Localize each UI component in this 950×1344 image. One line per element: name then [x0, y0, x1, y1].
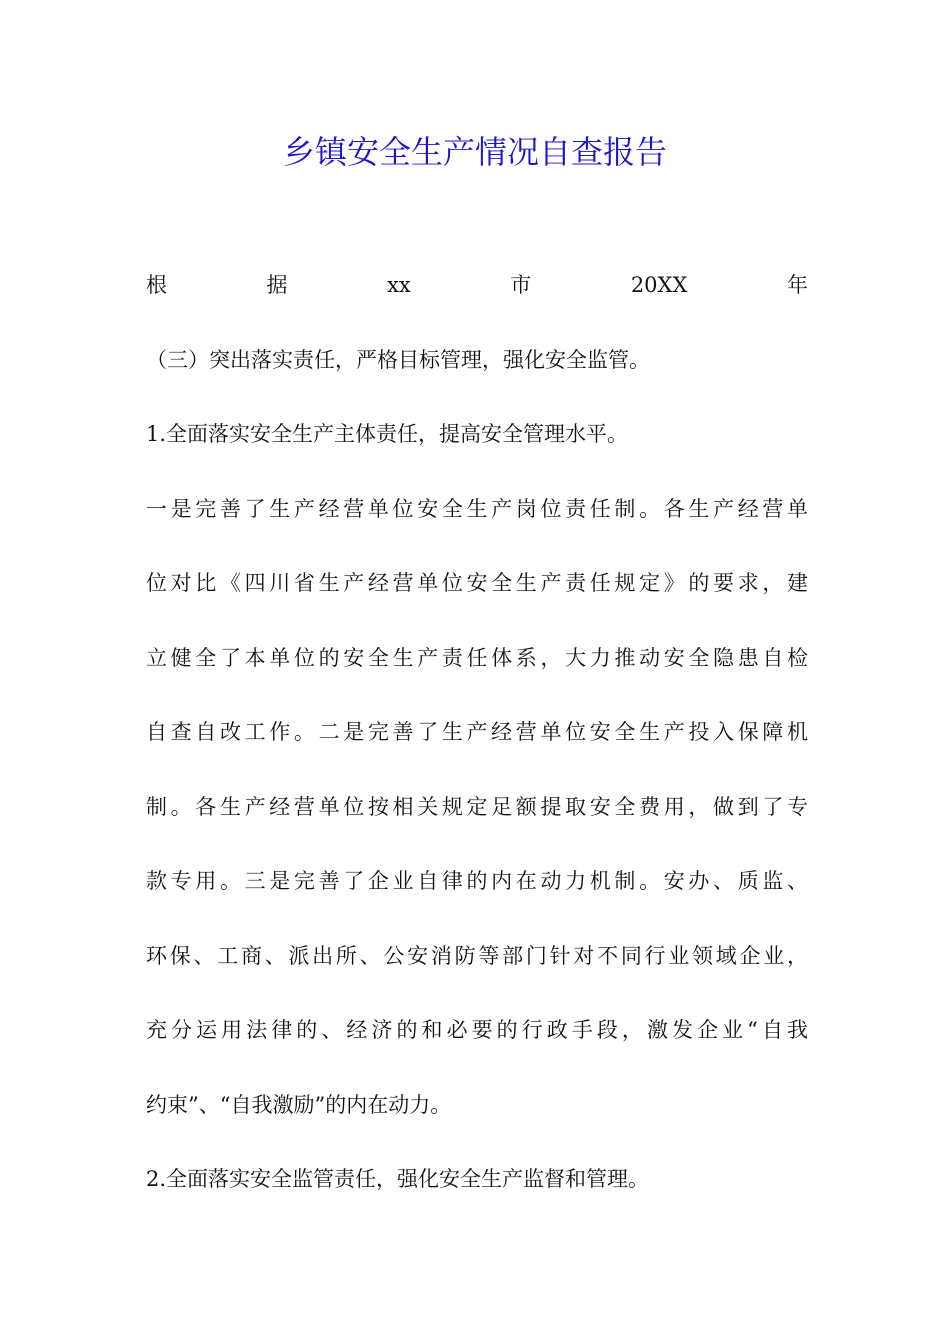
paragraph-line: 充分运用法律的、经济的和必要的行政手段，激发企业“自我: [146, 1018, 808, 1042]
paragraph-line: 环保、工商、派出所、公安消防等部门针对不同行业领域企业，: [146, 943, 808, 968]
paragraph-line: 款专用。三是完善了企业自律的内在动力机制。安办、质监、: [146, 869, 808, 893]
document-body: [146, 262, 808, 1231]
subsection-heading: 1.全面落实安全生产主体责任，提高安全管理水平。: [146, 422, 629, 446]
word-token: 年: [786, 273, 808, 297]
word-token: xx: [387, 273, 411, 297]
word-token: 市: [510, 273, 532, 297]
paragraph-line: 立健全了本单位的安全生产责任体系，大力推动安全隐患自检: [146, 645, 808, 670]
paragraph-line-spread: [146, 262, 808, 337]
paragraph-line-last: 约束”、“自我激励”的内在动力。: [146, 1092, 452, 1117]
word-token: 根: [146, 273, 167, 297]
paragraph-line: 制。各生产经营单位按相关规定足额提取安全费用，做到了专: [146, 794, 808, 819]
word-token: 20XX: [630, 273, 688, 297]
paragraph-line: 一是完善了生产经营单位安全生产岗位责任制。各生产经营单: [146, 496, 808, 521]
word-token: 据: [266, 273, 288, 297]
subsection-heading: 2.全面落实安全监管责任，强化安全生产监督和管理。: [146, 1167, 650, 1191]
paragraph-line: 位对比《四川省生产经营单位安全生产责任规定》的要求，建: [146, 571, 808, 595]
paragraph-line: 自查自改工作。二是完善了生产经营单位安全生产投入保障机: [146, 720, 808, 744]
section-heading: （三）突出落实责任，严格目标管理，强化安全监管。: [146, 347, 650, 372]
document-title: 乡镇安全生产情况自查报告: [282, 133, 667, 171]
